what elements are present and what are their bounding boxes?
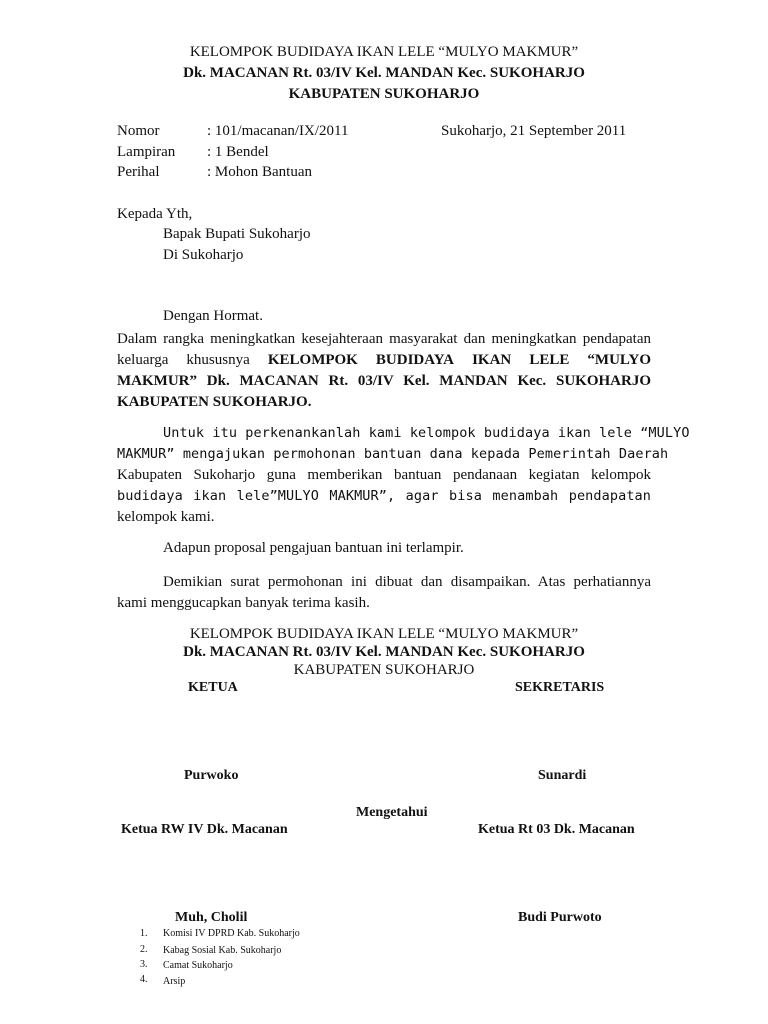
nomor-value: : 101/macanan/IX/2011	[207, 123, 349, 139]
nomor-label: Nomor	[117, 123, 160, 139]
paragraph-2-line: kelompok kami.	[117, 509, 215, 525]
paragraph-2-line: MAKMUR” mengajukan permohonan bantuan dana kepada Pemerintah Daerah	[117, 446, 669, 462]
ketua-name: Purwoko	[184, 768, 239, 783]
sekretaris-name: Sunardi	[538, 768, 587, 783]
recipient-place: Di Sukoharjo	[163, 247, 244, 263]
paragraph-3: Adapun proposal pengajuan bantuan ini terlampir.	[163, 540, 464, 556]
rt-title: Ketua Rt 03 Dk. Macanan	[478, 822, 635, 837]
cc-item: Arsip	[163, 976, 186, 987]
paragraph-4	[117, 572, 651, 614]
lampiran-label: Lampiran	[117, 144, 176, 160]
letter-date: Sukoharjo, 21 September 2011	[441, 123, 627, 139]
paragraph-1-line: MAKMUR” Dk. MACANAN Rt. 03/IV Kel. MANDAN Kec. SUKOHARJO	[117, 373, 651, 389]
paragraph-2	[117, 423, 690, 528]
header-address: Dk. MACANAN Rt. 03/IV Kel. MANDAN Kec. SUKOHARJO	[183, 65, 585, 81]
rw-name: Muh, Cholil	[175, 910, 248, 925]
paragraph-1-text: keluarga khususnya	[117, 352, 250, 368]
sekretaris-title: SEKRETARIS	[515, 680, 605, 695]
paragraph-1-line: KABUPATEN SUKOHARJO.	[117, 394, 312, 410]
paragraph-1-bold: IKAN LELE “MULYO	[472, 352, 652, 368]
header-org-name: KELOMPOK BUDIDAYA IKAN LELE “MULYO MAKMUR”	[189, 44, 579, 60]
paragraph-1-line: Dalam rangka meningkatkan kesejahteraan masyarakat dan meningkatkan pendapatan	[117, 331, 651, 347]
rw-title: Ketua RW IV Dk. Macanan	[121, 822, 288, 837]
cc-item: Camat Sukoharjo	[163, 960, 233, 971]
perihal-value: : Mohon Bantuan	[207, 164, 312, 180]
header-regency: KABUPATEN SUKOHARJO	[288, 86, 480, 102]
recipient-salutation: Kepada Yth,	[117, 206, 193, 222]
signature-org-name: KELOMPOK BUDIDAYA IKAN LELE “MULYO MAKMUR”	[189, 626, 579, 642]
signature-address: Dk. MACANAN Rt. 03/IV Kel. MANDAN Kec. SUKOHARJO	[183, 644, 585, 660]
cc-number: 1.	[140, 928, 148, 939]
signature-regency: KABUPATEN SUKOHARJO	[293, 662, 475, 678]
paragraph-2-line: budidaya ikan lele”MULYO MAKMUR”, agar bisa menambah pendapatan	[117, 488, 651, 504]
paragraph-1	[117, 329, 651, 413]
mengetahui-label: Mengetahui	[356, 805, 428, 820]
paragraph-4-line: kami menggucapkan banyak terima kasih.	[117, 595, 370, 611]
paragraph-2-line: Kabupaten Sukoharjo guna memberikan bantuan pendanaan kegiatan kelompok	[117, 467, 651, 483]
recipient-name: Bapak Bupati Sukoharjo	[163, 226, 311, 242]
rt-name: Budi Purwoto	[518, 910, 602, 925]
cc-item: Kabag Sosial Kab. Sukoharjo	[163, 945, 282, 956]
ketua-title: KETUA	[188, 680, 238, 695]
paragraph-1-bold: BUDIDAYA	[375, 352, 455, 368]
cc-number: 4.	[140, 974, 148, 985]
paragraph-1-line	[117, 350, 651, 371]
greeting: Dengan Hormat.	[163, 308, 263, 324]
lampiran-value: : 1 Bendel	[207, 144, 269, 160]
cc-number: 3.	[140, 959, 148, 970]
paragraph-2-line: Untuk itu perkenankanlah kami kelompok budidaya ikan lele “MULYO	[163, 425, 690, 441]
cc-item: Komisi IV DPRD Kab. Sukoharjo	[163, 928, 300, 939]
paragraph-1-bold: KELOMPOK	[267, 352, 358, 368]
perihal-label: Perihal	[117, 164, 160, 180]
paragraph-4-line: Demikian surat permohonan ini dibuat dan disampaikan. Atas perhatiannya	[163, 574, 651, 590]
cc-number: 2.	[140, 944, 148, 955]
